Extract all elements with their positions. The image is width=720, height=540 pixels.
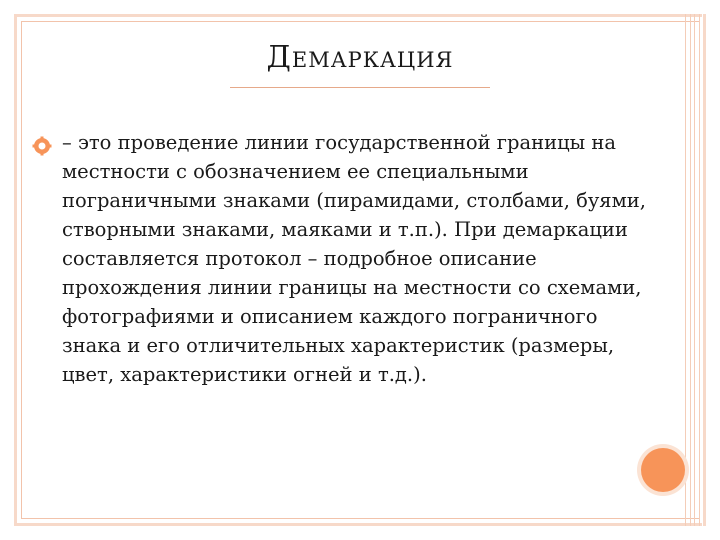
decorative-frame-stripe [703, 14, 706, 526]
slide-title: Демаркация [266, 40, 454, 75]
decorative-frame-stripe [685, 14, 691, 526]
gear-bullet-icon [32, 136, 52, 156]
slide-body-text: – это проведение линии государственной границы на местности с обозначением ее специальными пограничными знаками (пирамидами, столбами, буями, створными знаками, маяками и т.п.). При демаркации составляется протокол – подробное описание прохождения линии границы на местности со схемами, фотографиями и описанием каждого пограничного знака и его отличительных характеристик (размеры, цвет, характеристики огней и т.д.). [62, 131, 646, 386]
decorative-circle [641, 448, 685, 492]
decorative-frame-stripe [694, 14, 700, 526]
title-underline [230, 87, 490, 88]
